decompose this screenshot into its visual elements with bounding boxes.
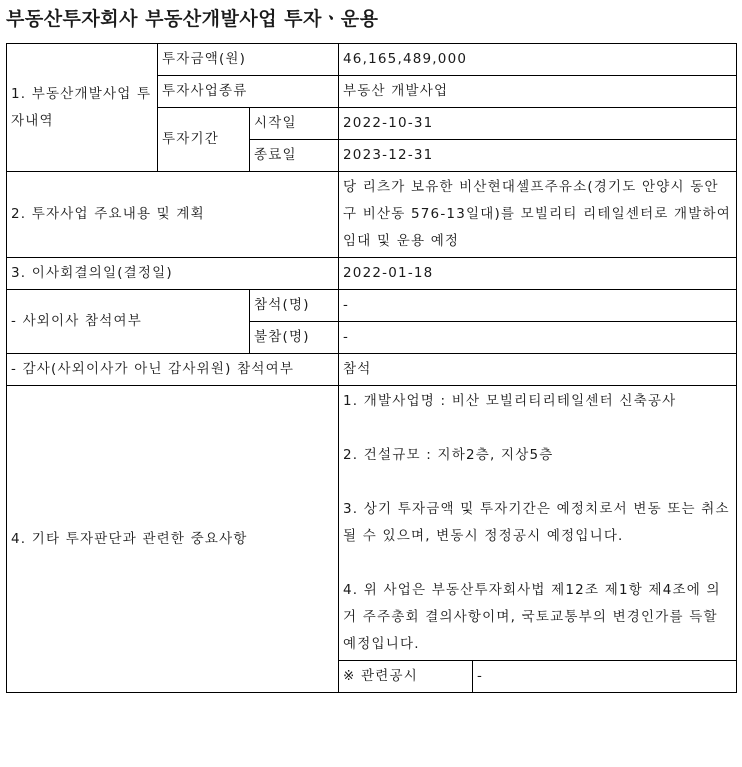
- amount-label: 투자금액(원): [158, 44, 339, 76]
- other-matters-label: 4. 기타 투자판단과 관련한 중요사항: [7, 386, 339, 693]
- disclosure-table: [6, 43, 737, 693]
- other-matters-item-1: 1. 개발사업명 : 비산 모빌리티리테일센터 신축공사: [343, 393, 677, 409]
- auditor-value: 참석: [339, 354, 737, 386]
- page-title: 부동산투자회사 부동산개발사업 투자ㆍ운용: [6, 8, 379, 30]
- absent-value: -: [339, 322, 737, 354]
- other-matters-item-3: 3. 상기 투자금액 및 투자기간은 예정치로서 변동 또는 취소될 수 있으며, 변동시 정정공시 예정입니다.: [343, 501, 730, 544]
- attend-value: -: [339, 290, 737, 322]
- board-resolution-label: 3. 이사회결의일(결정일): [7, 258, 339, 290]
- start-label: 시작일: [250, 108, 339, 140]
- end-label: 종료일: [250, 140, 339, 172]
- other-matters-item-4: 4. 위 사업은 부동산투자회사법 제12조 제1항 제4조에 의거 주주총회 결의사항이며, 국토교통부의 변경인가를 득할 예정입니다.: [343, 582, 721, 652]
- end-value: 2023-12-31: [339, 140, 737, 172]
- related-disclosure-value: -: [473, 661, 737, 693]
- start-value: 2022-10-31: [339, 108, 737, 140]
- related-disclosure-label: ※ 관련공시: [339, 661, 473, 693]
- amount-value: 46,165,489,000: [339, 44, 737, 76]
- investment-details-header: 1. 부동산개발사업 투자내역: [7, 44, 158, 172]
- other-matters-content: [339, 386, 737, 661]
- auditor-label: - 감사(사외이사가 아닌 감사위원) 참석여부: [7, 354, 339, 386]
- other-matters-item-2: 2. 건설규모 : 지하2층, 지상5층: [343, 447, 554, 463]
- type-value: 부동산 개발사업: [339, 76, 737, 108]
- outside-director-label: - 사외이사 참석여부: [7, 290, 250, 354]
- period-label: 투자기간: [158, 108, 250, 172]
- plan-label: 2. 투자사업 주요내용 및 계획: [7, 172, 339, 258]
- absent-label: 불참(명): [250, 322, 339, 354]
- board-resolution-value: 2022-01-18: [339, 258, 737, 290]
- plan-value: 당 리츠가 보유한 비산현대셀프주유소(경기도 안양시 동안구 비산동 576-13일대)를 모빌리티 리테일센터로 개발하여 임대 및 운용 예정: [339, 172, 737, 258]
- attend-label: 참석(명): [250, 290, 339, 322]
- type-label: 투자사업종류: [158, 76, 339, 108]
